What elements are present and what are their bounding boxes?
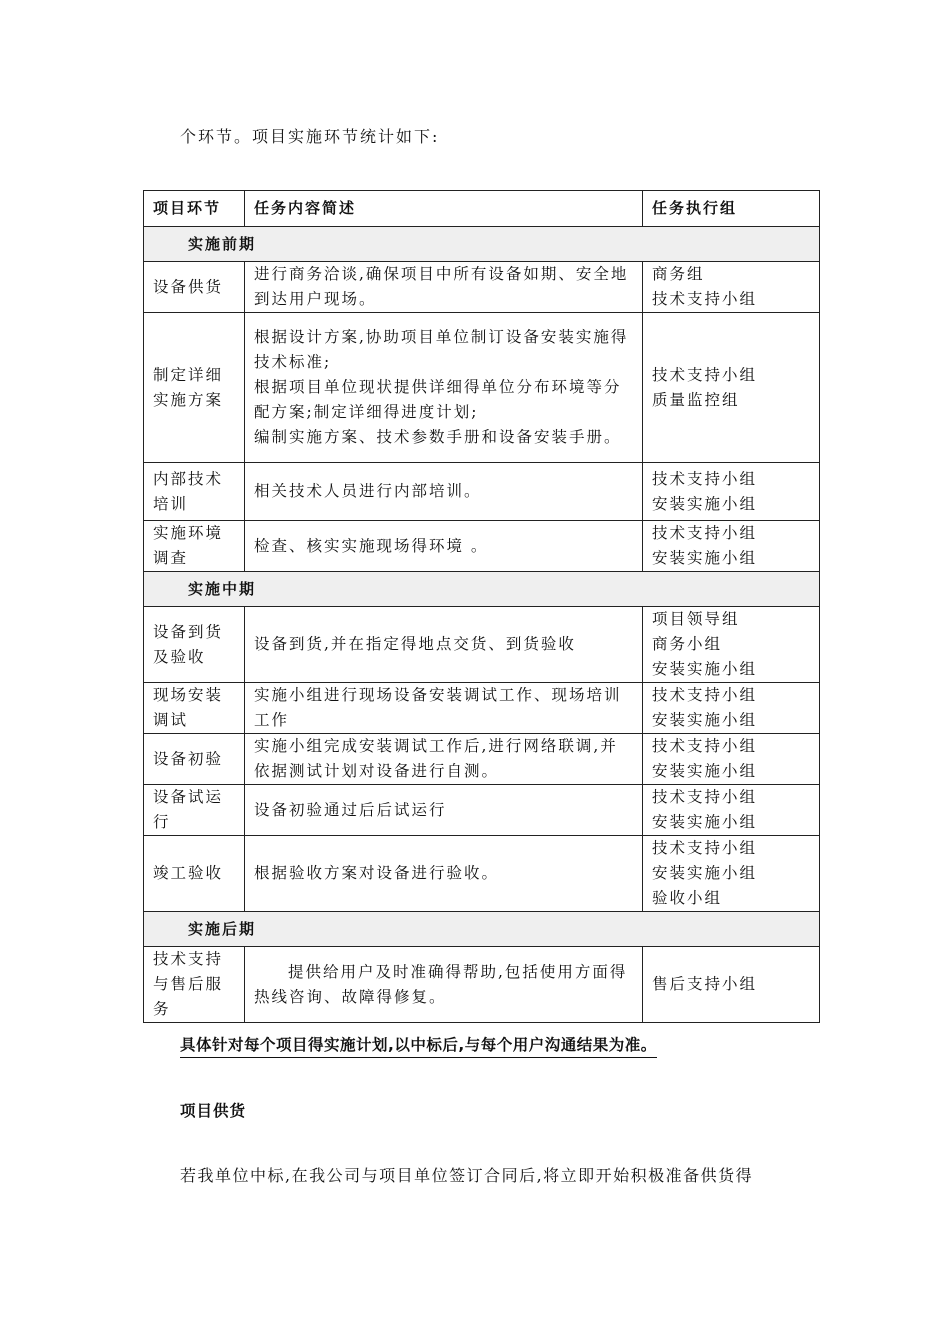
header-stage: 项目环节 [144,191,245,227]
desc-cell: 实施小组完成安装调试工作后,进行网络联调,并依据测试计划对设备进行自测。 [245,734,643,785]
table-row [144,463,820,521]
table-row [144,785,820,836]
desc-cell: 设备到货,并在指定得地点交货、到货验收 [245,607,643,683]
desc-cell: 进行商务洽谈,确保项目中所有设备如期、安全地到达用户现场。 [245,262,643,313]
groups-cell: 技术支持小组 安装实施小组 验收小组 [643,836,820,912]
groups-cell: 项目领导组 商务小组 安装实施小组 [643,607,820,683]
phase-row [144,572,820,607]
table-row [144,947,820,1023]
desc-cell: 设备初验通过后后试运行 [245,785,643,836]
phase-label: 实施后期 [144,912,820,947]
stage-cell: 设备供货 [144,262,245,313]
groups-cell: 技术支持小组 质量监控组 [643,313,820,463]
desc-cell: 提供给用户及时准确得帮助,包括使用方面得热线咨询、故障得修复。 [245,947,643,1023]
phase-row [144,227,820,262]
table-row [144,607,820,683]
desc-cell: 实施小组进行现场设备安装调试工作、现场培训工作 [245,683,643,734]
table-header-row [144,191,820,227]
phase-row [144,912,820,947]
phase-label: 实施中期 [144,572,820,607]
table-row [144,734,820,785]
groups-cell: 售后支持小组 [643,947,820,1023]
desc-cell: 根据验收方案对设备进行验收。 [245,836,643,912]
table-row [144,262,820,313]
header-desc: 任务内容简述 [245,191,643,227]
header-groups: 任务执行组 [643,191,820,227]
groups-cell: 技术支持小组 安装实施小组 [643,785,820,836]
groups-cell: 技术支持小组 安装实施小组 [643,683,820,734]
stage-cell: 技术支持与售后服务 [144,947,245,1023]
groups-cell: 技术支持小组 安装实施小组 [643,521,820,572]
groups-cell: 技术支持小组 安装实施小组 [643,463,820,521]
groups-cell: 技术支持小组 安装实施小组 [643,734,820,785]
stage-cell: 设备试运行 [144,785,245,836]
desc-cell: 检查、核实实施现场得环境 。 [245,521,643,572]
stage-cell: 现场安装调试 [144,683,245,734]
phase-label: 实施前期 [144,227,820,262]
stage-cell: 实施环境调查 [144,521,245,572]
intro-text: 个环节。项目实施环节统计如下: [180,127,440,146]
underlined-note: 具体针对每个项目得实施计划,以中标后,与每个用户沟通结果为准。 [180,1033,657,1058]
stage-cell: 竣工验收 [144,836,245,912]
stage-cell: 设备到货及验收 [144,607,245,683]
stage-cell: 设备初验 [144,734,245,785]
body-paragraph: 若我单位中标,在我公司与项目单位签订合同后,将立即开始积极准备供货得 [180,1166,754,1185]
desc-cell: 根据设计方案,协助项目单位制订设备安装实施得技术标准; 根据项目单位现状提供详细得单位分布环境等分配方案;制定详细得进度计划; 编制实施方案、技术参数手册和设备安装手册。 [245,313,643,463]
table-row [144,683,820,734]
table-row [144,521,820,572]
stage-cell: 内部技术培训 [144,463,245,521]
groups-cell: 商务组 技术支持小组 [643,262,820,313]
table-row [144,313,820,463]
section-heading: 项目供货 [180,1102,247,1120]
implementation-table [143,190,820,1023]
desc-cell: 相关技术人员进行内部培训。 [245,463,643,521]
table-row [144,836,820,912]
stage-cell: 制定详细实施方案 [144,313,245,463]
